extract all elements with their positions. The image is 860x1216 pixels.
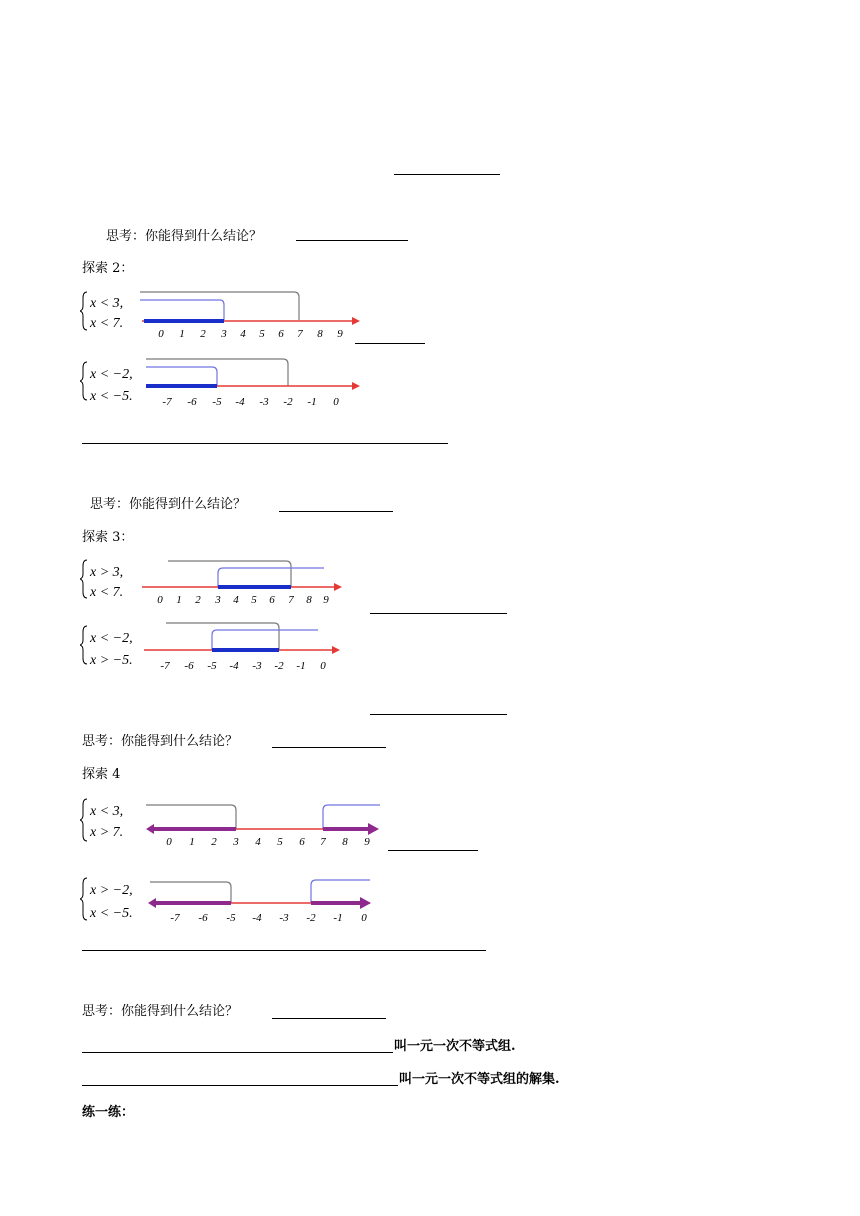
tick-label: -4 [229, 660, 239, 672]
tick-label: 5 [251, 594, 257, 606]
figure-e4b [80, 872, 380, 930]
tick-label: 9 [364, 836, 370, 848]
tick-label: -7 [160, 660, 170, 672]
tick-label: 0 [157, 594, 163, 606]
definition-text: 叫一元一次不等式组. [394, 1039, 516, 1054]
tick-label: 1 [179, 328, 185, 340]
tick-label: 5 [277, 836, 283, 848]
tick-label: 2 [195, 594, 201, 606]
tick-label: 1 [189, 836, 195, 848]
figure-e3a [80, 556, 350, 608]
tick-label: 5 [259, 328, 265, 340]
tick-label: 6 [269, 594, 275, 606]
system-line: x < 3, [90, 296, 124, 311]
system-line: x > −2, [90, 883, 133, 898]
tick-label: 2 [211, 836, 217, 848]
tick-label: 2 [200, 328, 206, 340]
tick-label: -5 [207, 660, 217, 672]
tick-label: -6 [187, 396, 197, 408]
tick-label: 0 [158, 328, 164, 340]
tick-label: -3 [252, 660, 262, 672]
answer-blank[interactable] [82, 950, 486, 951]
tick-label: -6 [198, 912, 208, 924]
answer-blank[interactable] [272, 747, 386, 748]
definition-text: 叫一元一次不等式组的解集. [399, 1072, 560, 1087]
figure-e2b [80, 354, 360, 410]
system-line: x > −5. [90, 653, 133, 668]
system-line: x < 7. [90, 316, 124, 331]
figure-e3b [80, 618, 350, 674]
system-line: x < −2, [90, 631, 133, 646]
tick-label: -5 [226, 912, 236, 924]
tick-label: -4 [252, 912, 262, 924]
tick-label: 0 [320, 660, 326, 672]
tick-label: -1 [333, 912, 343, 924]
answer-blank[interactable] [394, 174, 500, 175]
tick-label: 7 [297, 328, 303, 340]
tick-label: -7 [162, 396, 172, 408]
answer-blank[interactable] [370, 613, 507, 614]
tick-label: 3 [215, 594, 221, 606]
tick-label: -1 [296, 660, 306, 672]
tick-label: -7 [170, 912, 180, 924]
tick-label: 8 [342, 836, 348, 848]
system-line: x < −5. [90, 389, 133, 404]
answer-blank[interactable] [272, 1018, 386, 1019]
tick-label: 0 [166, 836, 172, 848]
think-prompt: 思考：你能得到什么结论？ [82, 1004, 239, 1019]
think-prompt: 思考：你能得到什么结论？ [106, 229, 263, 244]
tick-label: -6 [184, 660, 194, 672]
system-line: x > 3, [90, 565, 124, 580]
think-prompt: 思考：你能得到什么结论？ [90, 497, 247, 512]
tick-label: 4 [240, 328, 246, 340]
answer-blank[interactable] [370, 714, 507, 715]
section-heading-2: 探索 2： [82, 261, 134, 276]
practice-heading: 练一练： [82, 1105, 135, 1120]
system-line: x < −5. [90, 906, 133, 921]
tick-label: -1 [307, 396, 317, 408]
system-line: x > 7. [90, 825, 124, 840]
section-heading-3: 探索 3： [82, 530, 134, 545]
answer-blank[interactable] [388, 850, 478, 851]
answer-blank[interactable] [296, 240, 408, 241]
tick-label: 6 [278, 328, 284, 340]
tick-label: -3 [279, 912, 289, 924]
tick-label: -2 [274, 660, 284, 672]
figure-e2a [80, 290, 360, 344]
tick-label: -2 [283, 396, 293, 408]
tick-label: 9 [337, 328, 343, 340]
figure-e4a [80, 795, 380, 851]
tick-label: 0 [333, 396, 339, 408]
tick-label: -5 [212, 396, 222, 408]
tick-label: 4 [233, 594, 239, 606]
system-line: x < 3, [90, 804, 124, 819]
tick-label: 1 [176, 594, 182, 606]
system-line: x < −2, [90, 367, 133, 382]
tick-label: 8 [306, 594, 312, 606]
tick-label: 3 [221, 328, 227, 340]
definition-blank[interactable] [82, 1085, 398, 1086]
tick-label: 7 [320, 836, 326, 848]
definition-blank[interactable] [82, 1052, 393, 1053]
tick-label: -2 [306, 912, 316, 924]
tick-label: 6 [299, 836, 305, 848]
tick-label: 9 [323, 594, 329, 606]
tick-label: 4 [255, 836, 261, 848]
tick-label: 3 [233, 836, 239, 848]
section-heading-4: 探索 4 [82, 767, 121, 782]
tick-label: -3 [259, 396, 269, 408]
tick-label: 8 [317, 328, 323, 340]
answer-blank[interactable] [279, 511, 393, 512]
tick-label: 7 [288, 594, 294, 606]
tick-label: 0 [361, 912, 367, 924]
system-line: x < 7. [90, 585, 124, 600]
tick-label: -4 [235, 396, 245, 408]
answer-blank[interactable] [355, 343, 425, 344]
think-prompt: 思考：你能得到什么结论？ [82, 734, 239, 749]
answer-blank[interactable] [82, 443, 448, 444]
